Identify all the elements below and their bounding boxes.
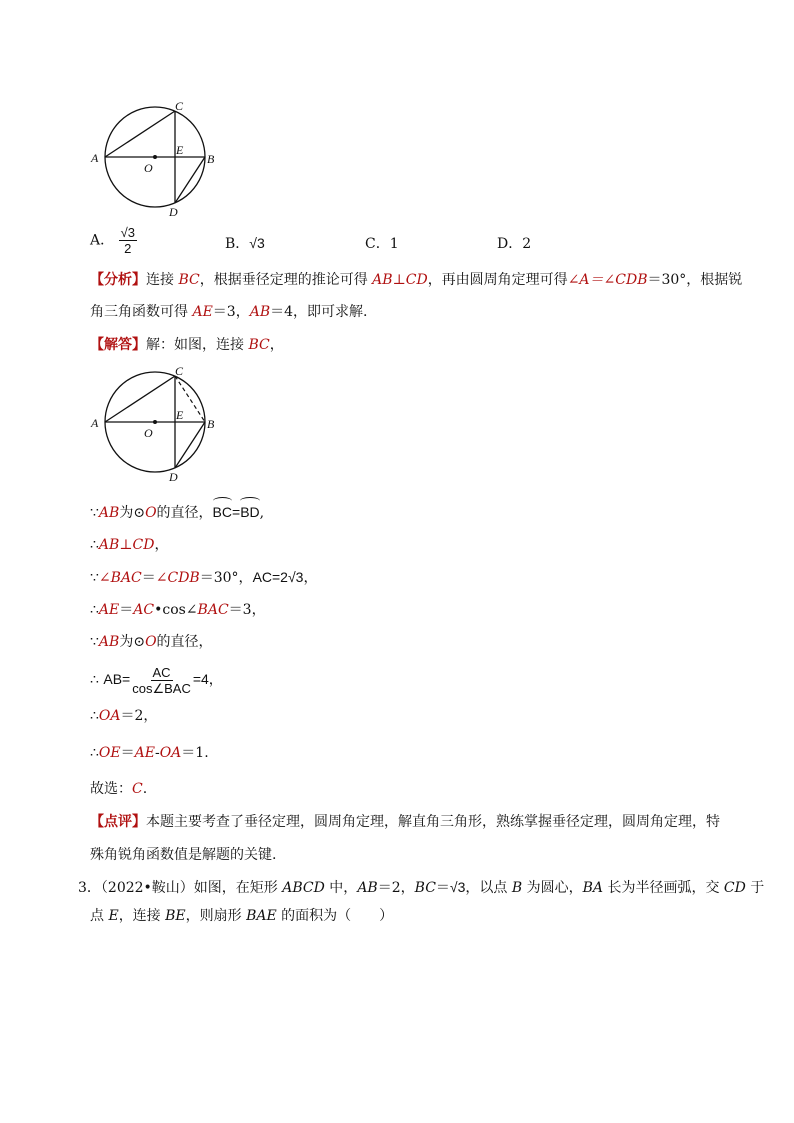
option-a-numerator: √3 <box>120 225 135 240</box>
text: 角三角函数可得 <box>90 304 193 320</box>
arc-bd: BD <box>240 500 259 522</box>
math: O <box>145 634 157 650</box>
text: ∵ <box>90 505 99 521</box>
math: AB <box>98 634 120 650</box>
option-a <box>90 225 137 256</box>
text: 3．（2022•鞍山）如图，在矩形 <box>78 880 283 896</box>
label-b: B <box>207 417 215 431</box>
text: 为⊙ <box>119 505 146 521</box>
step-2 <box>90 535 168 555</box>
label-e: E <box>176 408 184 422</box>
option-b-value: √3 <box>249 235 265 251</box>
text: ，根据垂径定理的推论可得 <box>199 272 373 288</box>
analysis-line-2 <box>90 302 367 322</box>
step-1 <box>90 500 264 523</box>
text: 的直径， <box>156 505 213 521</box>
analysis-line-1 <box>90 270 742 290</box>
math: AB <box>357 880 378 896</box>
label-o: O <box>144 426 153 440</box>
sqrt: √3 <box>287 569 304 585</box>
analysis-tag: 【分析】 <box>90 272 146 288</box>
math: BA <box>582 880 603 896</box>
numerator: AC <box>152 664 171 680</box>
option-a-fraction <box>119 225 137 256</box>
math: BAC <box>197 602 229 618</box>
text: ∴ <box>90 672 104 688</box>
option-c: C．1 <box>365 236 399 252</box>
denominator: cos∠BAC <box>132 680 191 696</box>
text: 的直径， <box>156 634 213 650</box>
chord-bd <box>175 422 205 468</box>
arc-bc: BC <box>213 500 232 522</box>
text: ＝2， <box>120 708 158 724</box>
circle-figure-2 <box>85 360 225 490</box>
text: ＝30°， <box>199 570 253 586</box>
text: ， <box>303 570 318 586</box>
math: BC <box>248 337 270 353</box>
text: ， <box>269 337 284 353</box>
text: ＝ <box>141 570 156 586</box>
text: ＝1. <box>181 745 209 761</box>
text: . <box>142 781 148 797</box>
math: AB <box>249 304 271 320</box>
comment-line-2 <box>90 845 276 865</box>
math: ABCD <box>282 880 325 896</box>
label-d: D <box>169 205 178 219</box>
text: 的面积为（ ） <box>276 908 394 924</box>
text: ∴ <box>90 602 99 618</box>
text: , <box>259 505 265 521</box>
text: ＝30°，根据锐 <box>647 272 743 288</box>
text: ，连接 <box>118 908 166 924</box>
math: ∠CDB <box>155 570 200 586</box>
step-3 <box>90 567 317 588</box>
math: AE <box>134 745 155 761</box>
option-d: D．2 <box>497 236 532 252</box>
chord-ac <box>105 376 175 422</box>
math: AB⊥CD <box>372 272 428 288</box>
math: ∠BAC <box>98 570 142 586</box>
text: ，再由圆周角定理可得 <box>427 272 568 288</box>
math: O <box>145 505 157 521</box>
comment-tag: 【点评】 <box>90 814 146 830</box>
center-dot <box>153 420 157 424</box>
step-7 <box>90 706 157 726</box>
text: ∴ <box>90 537 99 553</box>
text: 为圆心， <box>522 880 583 896</box>
text: 解：如图，连接 <box>146 337 249 353</box>
text: = <box>232 504 241 520</box>
math: AC <box>133 602 155 618</box>
text: =4， <box>192 671 223 687</box>
text: ，则扇形 <box>185 908 247 924</box>
math: BC <box>414 880 436 896</box>
math: CD <box>723 880 746 896</box>
step-8 <box>90 743 209 763</box>
circle-figure-1 <box>85 95 225 225</box>
question-3-line-1 <box>78 877 764 898</box>
math: ∠A＝∠CDB <box>567 272 648 288</box>
text: ＝2， <box>377 880 415 896</box>
question-3-line-2 <box>90 906 393 926</box>
label-c: C <box>175 99 184 113</box>
label-o: O <box>144 161 153 175</box>
math: B <box>511 880 523 896</box>
text: AB= <box>103 671 131 687</box>
solution-tag: 【解答】 <box>90 337 146 353</box>
sqrt: √3 <box>449 879 466 895</box>
math: OA <box>159 745 182 761</box>
solution-line <box>90 335 284 355</box>
text: - <box>154 745 160 761</box>
step-5 <box>90 632 213 652</box>
text: 连接 <box>146 272 179 288</box>
text: ∵ <box>90 634 99 650</box>
text: 为⊙ <box>119 634 146 650</box>
math: AB <box>98 505 120 521</box>
text: 长为半径画弧，交 <box>603 880 724 896</box>
label-d: D <box>169 470 178 484</box>
math: E <box>108 908 119 924</box>
text: 点 <box>90 908 109 924</box>
option-b-label: B． <box>225 236 250 252</box>
text: AC=2 <box>252 569 288 585</box>
text: ＝ <box>435 880 450 896</box>
text: •cos∠ <box>154 602 198 618</box>
fraction-ac-cos <box>130 665 193 696</box>
text: ∴ <box>90 708 99 724</box>
label-c: C <box>175 364 184 378</box>
answer-choice: C <box>132 781 143 797</box>
comment-line-1 <box>90 812 720 832</box>
text: ＝3， <box>228 602 266 618</box>
chord-ac <box>105 111 175 157</box>
text: ＝ <box>119 602 134 618</box>
option-b <box>225 233 265 253</box>
chord-bd <box>175 157 205 203</box>
text: 本题主要考查了垂径定理，圆周角定理，解直角三角形，熟练掌握垂径定理，圆周角定理，特 <box>146 814 720 830</box>
text: ＝ <box>120 745 135 761</box>
math: AB⊥CD <box>98 537 155 553</box>
math: OE <box>98 745 121 761</box>
label-a: A <box>91 416 99 430</box>
label-a: A <box>91 151 99 165</box>
math: AE <box>98 602 120 618</box>
step-4 <box>90 600 266 620</box>
text: 于 <box>745 880 765 896</box>
text: 故选： <box>90 781 132 797</box>
math: OA <box>98 708 121 724</box>
label-b: B <box>207 152 215 166</box>
math: BE <box>165 908 186 924</box>
text: ∴ <box>90 745 99 761</box>
text: ∵ <box>90 570 99 586</box>
math: AE <box>192 304 213 320</box>
text: ＝3， <box>212 304 250 320</box>
text: ，以点 <box>465 880 512 896</box>
answer-line <box>90 779 147 799</box>
option-a-denominator: 2 <box>124 241 132 256</box>
math: BAE <box>246 908 277 924</box>
text: ， <box>154 537 169 553</box>
math: BC <box>178 272 200 288</box>
text: 殊角锐角函数值是解题的关键. <box>90 847 277 863</box>
option-a-label: A． <box>90 232 115 249</box>
label-e: E <box>176 143 184 157</box>
center-dot <box>153 155 157 159</box>
step-6 <box>90 662 223 697</box>
text: 中， <box>324 880 358 896</box>
text: ＝4，即可求解. <box>270 304 368 320</box>
